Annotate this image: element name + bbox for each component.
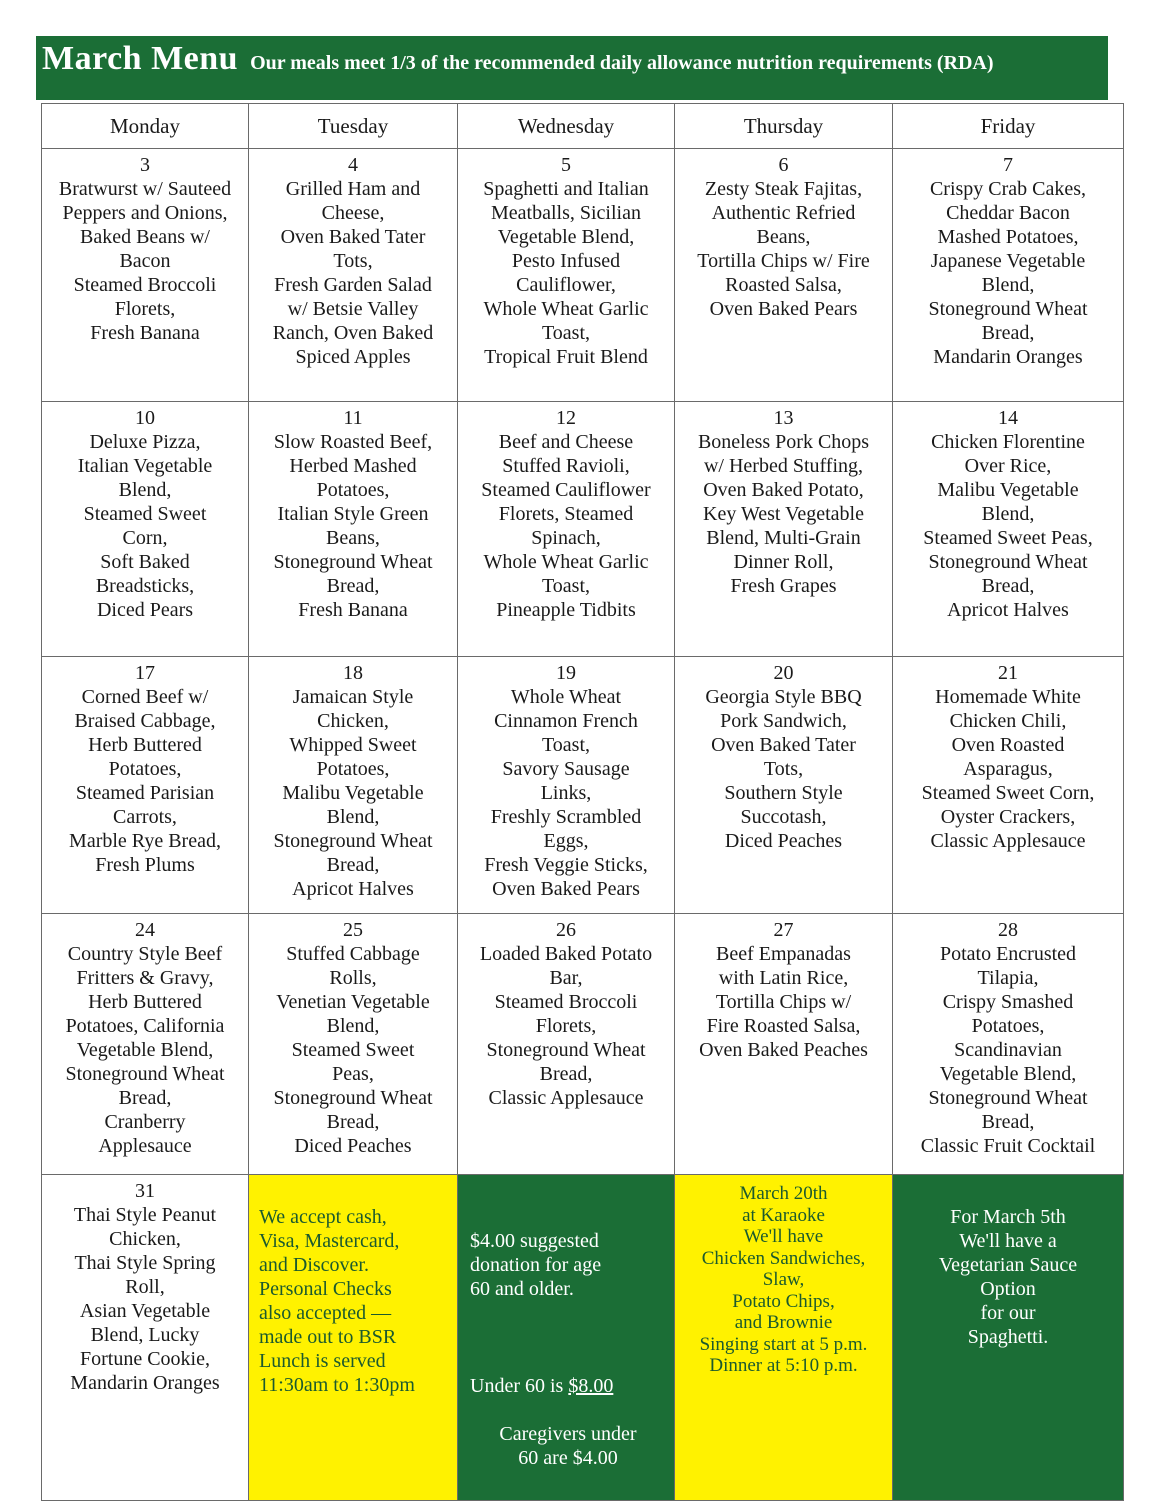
day-number: 19 xyxy=(556,662,576,684)
weekday-header-row xyxy=(42,104,1124,149)
day-cell xyxy=(675,402,893,657)
vegetarian-note: For March 5th We'll have a Vegetarian Sauce Option for our Spaghetti. xyxy=(893,1175,1124,1501)
day-cell xyxy=(249,657,458,914)
day-number: 3 xyxy=(140,154,150,176)
meal-description: Bratwurst w/ Sauteed Peppers and Onions, Baked Beans w/ Bacon Steamed Broccoli Florets, Fresh Banana xyxy=(58,178,232,344)
day-number: 27 xyxy=(773,919,794,941)
meal-description: Whole Wheat Cinnamon French Toast, Savory Sausage Links, Freshly Scrambled Eggs, Fresh Veggie Sticks, Oven Baked Pears xyxy=(484,686,648,900)
donation-under-60-label: Under 60 is xyxy=(470,1375,569,1397)
day-number: 4 xyxy=(348,154,358,176)
day-cell xyxy=(458,657,675,914)
meal-description: Homemade White Chicken Chili, Oven Roasted Asparagus, Steamed Sweet Corn, Oyster Crackers, Classic Applesauce xyxy=(921,686,1095,852)
day-cell xyxy=(249,402,458,657)
day-cell xyxy=(42,657,249,914)
day-cell xyxy=(675,149,893,402)
donation-under-60 xyxy=(470,1374,666,1398)
weekday-header: Thursday xyxy=(675,104,893,149)
weekday-header: Wednesday xyxy=(458,104,675,149)
day-number: 17 xyxy=(135,662,155,684)
meal-description: Potato Encrusted Tilapia, Crispy Smashed Potatoes, Scandinavian Vegetable Blend, Stoneground Wheat Bread, Classic Fruit Cocktail xyxy=(920,943,1096,1157)
meal-description: Chicken Florentine Over Rice, Malibu Vegetable Blend, Steamed Sweet Peas, Stoneground Wheat Bread, Apricot Halves xyxy=(923,431,1093,621)
meal-description: Beef and Cheese Stuffed Ravioli, Steamed Cauliflower Florets, Steamed Spinach, Whole Wheat Garlic Toast, Pineapple Tidbits xyxy=(481,431,651,621)
meal-description: Grilled Ham and Cheese, Oven Baked Tater Tots, Fresh Garden Salad w/ Betsie Valley Ranch, Oven Baked Spiced Apples xyxy=(272,178,434,368)
week-row xyxy=(42,149,1124,402)
meal-description: Thai Style Peanut Chicken, Thai Style Spring Roll, Asian Vegetable Blend, Lucky Fortune Cookie, Mandarin Oranges xyxy=(70,1204,220,1394)
day-number: 26 xyxy=(556,919,576,941)
day-number: 10 xyxy=(135,407,155,429)
day-number: 25 xyxy=(343,919,363,941)
day-cell xyxy=(893,149,1124,402)
donation-line: $4.00 suggested donation for age 60 and older. xyxy=(470,1230,602,1300)
day-cell xyxy=(458,149,675,402)
day-number: 31 xyxy=(135,1180,155,1202)
meal-description: Country Style Beef Fritters & Gravy, Herb Buttered Potatoes, California Vegetable Blend, Stoneground Wheat Bread, Cranberry Applesauce xyxy=(65,943,225,1157)
meal-description: Boneless Pork Chops w/ Herbed Stuffing, Oven Baked Potato, Key West Vegetable Blend, Multi-Grain Dinner Roll, Fresh Grapes xyxy=(697,431,870,597)
day-number: 5 xyxy=(561,154,571,176)
page-title: March Menu xyxy=(42,40,239,77)
meal-description: Jamaican Style Chicken, Whipped Sweet Potatoes, Malibu Vegetable Blend, Stoneground Wheat Bread, Apricot Halves xyxy=(273,686,433,900)
day-number: 12 xyxy=(556,407,576,429)
day-cell xyxy=(42,914,249,1175)
meal-description: Stuffed Cabbage Rolls, Venetian Vegetable Blend, Steamed Sweet Peas, Stoneground Wheat Bread, Diced Peaches xyxy=(273,943,433,1157)
meal-description: Spaghetti and Italian Meatballs, Sicilian Vegetable Blend, Pesto Infused Cauliflower, Whole Wheat Garlic Toast, Tropical Fruit Blend xyxy=(483,178,649,368)
day-cell xyxy=(249,914,458,1175)
day-number: 14 xyxy=(998,407,1018,429)
day-cell xyxy=(893,402,1124,657)
meal-description: Corned Beef w/ Braised Cabbage, Herb Buttered Potatoes, Steamed Parisian Carrots, Marble Rye Bread, Fresh Plums xyxy=(69,686,221,876)
week-row xyxy=(42,914,1124,1175)
day-number: 20 xyxy=(773,662,794,684)
page-subtitle: Our meals meet 1/3 of the recommended daily allowance nutrition requirements (RDA) xyxy=(250,52,994,74)
payment-note: We accept cash, Visa, Mastercard, and Discover. Personal Checks also accepted — made out to BSR Lunch is served 11:30am to 1:30pm xyxy=(249,1175,458,1501)
caregiver-line: Caregivers under 60 are $4.00 xyxy=(499,1423,637,1469)
donation-under-60-amount: $8.00 xyxy=(568,1375,614,1397)
day-number: 7 xyxy=(1003,154,1013,176)
day-cell xyxy=(893,914,1124,1175)
meal-description: Beef Empanadas with Latin Rice, Tortilla Chips w/ Fire Roasted Salsa, Oven Baked Peaches xyxy=(699,943,868,1061)
day-cell xyxy=(42,149,249,402)
day-cell xyxy=(249,149,458,402)
meal-description: Slow Roasted Beef, Herbed Mashed Potatoes, Italian Style Green Beans, Stoneground Wheat Bread, Fresh Banana xyxy=(273,431,433,621)
day-cell xyxy=(458,914,675,1175)
day-number: 13 xyxy=(773,407,794,429)
day-cell xyxy=(893,657,1124,914)
day-cell xyxy=(42,402,249,657)
day-number: 21 xyxy=(998,662,1018,684)
weekday-header: Friday xyxy=(893,104,1124,149)
day-number: 11 xyxy=(343,407,363,429)
day-number: 24 xyxy=(135,919,155,941)
meal-description: Georgia Style BBQ Pork Sandwich, Oven Baked Tater Tots, Southern Style Succotash, Diced Peaches xyxy=(705,686,862,852)
meal-description: Crispy Crab Cakes, Cheddar Bacon Mashed Potatoes, Japanese Vegetable Blend, Stoneground Wheat Bread, Mandarin Oranges xyxy=(928,178,1088,368)
menu-banner xyxy=(36,36,1108,100)
day-cell xyxy=(42,1175,249,1501)
weekday-header: Tuesday xyxy=(249,104,458,149)
day-number: 18 xyxy=(343,662,363,684)
karaoke-note: March 20th at Karaoke We'll have Chicken Sandwiches, Slaw, Potato Chips, and Brownie Singing start at 5 p.m. Dinner at 5:10 p.m. xyxy=(675,1175,893,1501)
day-cell xyxy=(675,914,893,1175)
day-cell xyxy=(675,657,893,914)
meal-description: Loaded Baked Potato Bar, Steamed Broccoli Florets, Stoneground Wheat Bread, Classic Applesauce xyxy=(479,943,653,1109)
menu-calendar xyxy=(41,103,1124,1501)
day-number: 6 xyxy=(778,154,789,176)
week-row xyxy=(42,402,1124,657)
day-number: 28 xyxy=(998,919,1018,941)
week-row xyxy=(42,657,1124,914)
weekday-header: Monday xyxy=(42,104,249,149)
week-row xyxy=(42,1175,1124,1501)
meal-description: Zesty Steak Fajitas, Authentic Refried Beans, Tortilla Chips w/ Fire Roasted Salsa, Oven Baked Pears xyxy=(697,178,870,320)
meal-description: Deluxe Pizza, Italian Vegetable Blend, Steamed Sweet Corn, Soft Baked Breadsticks, Diced Pears xyxy=(77,431,213,621)
donation-note xyxy=(458,1175,675,1501)
day-cell xyxy=(458,402,675,657)
